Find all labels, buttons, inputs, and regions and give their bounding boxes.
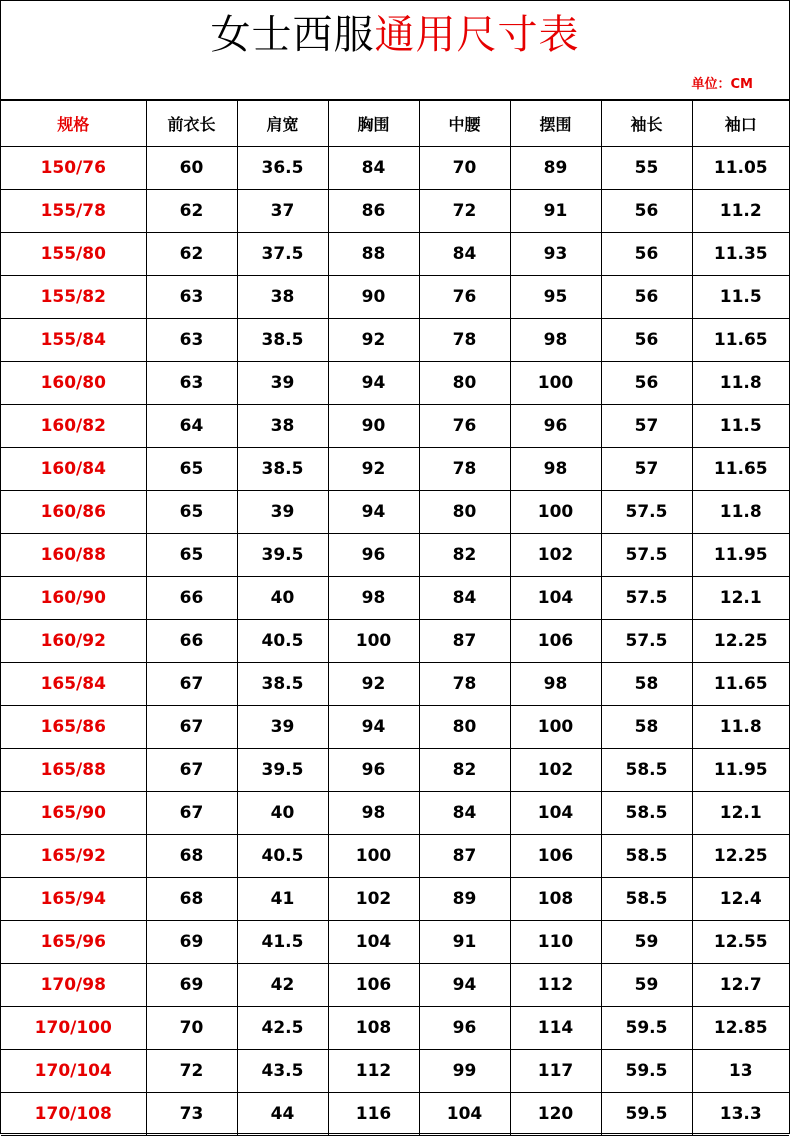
measurement-cell: 102 xyxy=(510,534,601,577)
measurement-cell: 100 xyxy=(328,835,419,878)
measurement-cell: 94 xyxy=(328,491,419,534)
table-row xyxy=(1,1050,789,1093)
measurement-cell: 90 xyxy=(328,276,419,319)
measurement-cell: 44 xyxy=(237,1093,328,1136)
measurement-cell: 78 xyxy=(419,448,510,491)
size-spec-cell: 155/84 xyxy=(1,319,146,362)
measurement-cell: 98 xyxy=(510,319,601,362)
size-table xyxy=(1,101,789,1136)
measurement-cell: 56 xyxy=(601,362,692,405)
measurement-cell: 11.2 xyxy=(692,190,789,233)
size-spec-cell: 160/80 xyxy=(1,362,146,405)
column-header: 袖口 xyxy=(692,101,789,147)
table-row xyxy=(1,792,789,835)
measurement-cell: 63 xyxy=(146,276,237,319)
measurement-cell: 112 xyxy=(510,964,601,1007)
measurement-cell: 58 xyxy=(601,706,692,749)
table-row xyxy=(1,663,789,706)
table-row xyxy=(1,1007,789,1050)
measurement-cell: 38.5 xyxy=(237,319,328,362)
measurement-cell: 66 xyxy=(146,620,237,663)
measurement-cell: 65 xyxy=(146,491,237,534)
measurement-cell: 86 xyxy=(328,190,419,233)
measurement-cell: 68 xyxy=(146,835,237,878)
measurement-cell: 65 xyxy=(146,534,237,577)
measurement-cell: 12.7 xyxy=(692,964,789,1007)
measurement-cell: 95 xyxy=(510,276,601,319)
measurement-cell: 110 xyxy=(510,921,601,964)
measurement-cell: 112 xyxy=(328,1050,419,1093)
measurement-cell: 88 xyxy=(328,233,419,276)
column-header: 袖长 xyxy=(601,101,692,147)
measurement-cell: 104 xyxy=(419,1093,510,1136)
table-row xyxy=(1,577,789,620)
size-spec-cell: 155/78 xyxy=(1,190,146,233)
measurement-cell: 80 xyxy=(419,491,510,534)
measurement-cell: 40.5 xyxy=(237,620,328,663)
size-spec-cell: 160/86 xyxy=(1,491,146,534)
measurement-cell: 57.5 xyxy=(601,491,692,534)
measurement-cell: 40 xyxy=(237,577,328,620)
measurement-cell: 41 xyxy=(237,878,328,921)
measurement-cell: 38 xyxy=(237,405,328,448)
column-header: 规格 xyxy=(1,101,146,147)
size-spec-cell: 170/108 xyxy=(1,1093,146,1136)
size-spec-cell: 165/96 xyxy=(1,921,146,964)
measurement-cell: 40.5 xyxy=(237,835,328,878)
measurement-cell: 78 xyxy=(419,319,510,362)
measurement-cell: 108 xyxy=(328,1007,419,1050)
table-row xyxy=(1,534,789,577)
measurement-cell: 59.5 xyxy=(601,1007,692,1050)
measurement-cell: 84 xyxy=(419,792,510,835)
measurement-cell: 69 xyxy=(146,964,237,1007)
measurement-cell: 56 xyxy=(601,276,692,319)
unit-label: 单位：CM xyxy=(691,77,753,92)
measurement-cell: 58.5 xyxy=(601,749,692,792)
column-header: 摆围 xyxy=(510,101,601,147)
measurement-cell: 39 xyxy=(237,706,328,749)
measurement-cell: 41.5 xyxy=(237,921,328,964)
size-spec-cell: 160/90 xyxy=(1,577,146,620)
measurement-cell: 92 xyxy=(328,319,419,362)
measurement-cell: 56 xyxy=(601,190,692,233)
measurement-cell: 11.8 xyxy=(692,706,789,749)
column-header: 胸围 xyxy=(328,101,419,147)
table-row xyxy=(1,749,789,792)
size-spec-cell: 165/90 xyxy=(1,792,146,835)
measurement-cell: 98 xyxy=(510,663,601,706)
measurement-cell: 58.5 xyxy=(601,792,692,835)
measurement-cell: 11.65 xyxy=(692,663,789,706)
measurement-cell: 38.5 xyxy=(237,448,328,491)
measurement-cell: 59 xyxy=(601,964,692,1007)
measurement-cell: 70 xyxy=(146,1007,237,1050)
measurement-cell: 98 xyxy=(510,448,601,491)
measurement-cell: 11.05 xyxy=(692,147,789,190)
measurement-cell: 57 xyxy=(601,448,692,491)
measurement-cell: 96 xyxy=(328,749,419,792)
size-spec-cell: 160/84 xyxy=(1,448,146,491)
measurement-cell: 76 xyxy=(419,276,510,319)
measurement-cell: 57.5 xyxy=(601,577,692,620)
table-row xyxy=(1,147,789,190)
measurement-cell: 37.5 xyxy=(237,233,328,276)
measurement-cell: 114 xyxy=(510,1007,601,1050)
measurement-cell: 82 xyxy=(419,749,510,792)
size-spec-cell: 155/82 xyxy=(1,276,146,319)
measurement-cell: 39 xyxy=(237,491,328,534)
measurement-cell: 90 xyxy=(328,405,419,448)
column-header: 中腰 xyxy=(419,101,510,147)
measurement-cell: 67 xyxy=(146,663,237,706)
measurement-cell: 63 xyxy=(146,319,237,362)
measurement-cell: 11.95 xyxy=(692,749,789,792)
size-spec-cell: 165/88 xyxy=(1,749,146,792)
measurement-cell: 100 xyxy=(510,362,601,405)
table-row xyxy=(1,964,789,1007)
measurement-cell: 98 xyxy=(328,577,419,620)
measurement-cell: 59.5 xyxy=(601,1093,692,1136)
column-header: 肩宽 xyxy=(237,101,328,147)
measurement-cell: 89 xyxy=(510,147,601,190)
measurement-cell: 57 xyxy=(601,405,692,448)
measurement-cell: 37 xyxy=(237,190,328,233)
measurement-cell: 67 xyxy=(146,749,237,792)
measurement-cell: 40 xyxy=(237,792,328,835)
measurement-cell: 106 xyxy=(510,835,601,878)
measurement-cell: 120 xyxy=(510,1093,601,1136)
size-spec-cell: 160/92 xyxy=(1,620,146,663)
measurement-cell: 100 xyxy=(510,706,601,749)
measurement-cell: 62 xyxy=(146,233,237,276)
measurement-cell: 63 xyxy=(146,362,237,405)
column-header: 前衣长 xyxy=(146,101,237,147)
measurement-cell: 12.1 xyxy=(692,577,789,620)
measurement-cell: 12.55 xyxy=(692,921,789,964)
measurement-cell: 72 xyxy=(419,190,510,233)
table-row xyxy=(1,1093,789,1136)
size-spec-cell: 165/84 xyxy=(1,663,146,706)
measurement-cell: 11.8 xyxy=(692,491,789,534)
measurement-cell: 57.5 xyxy=(601,620,692,663)
measurement-cell: 73 xyxy=(146,1093,237,1136)
measurement-cell: 91 xyxy=(419,921,510,964)
table-row xyxy=(1,491,789,534)
measurement-cell: 38 xyxy=(237,276,328,319)
measurement-cell: 108 xyxy=(510,878,601,921)
size-spec-cell: 165/94 xyxy=(1,878,146,921)
page-title xyxy=(1,9,789,61)
measurement-cell: 99 xyxy=(419,1050,510,1093)
size-spec-cell: 170/104 xyxy=(1,1050,146,1093)
measurement-cell: 106 xyxy=(328,964,419,1007)
measurement-cell: 78 xyxy=(419,663,510,706)
measurement-cell: 62 xyxy=(146,190,237,233)
measurement-cell: 94 xyxy=(328,706,419,749)
measurement-cell: 13.3 xyxy=(692,1093,789,1136)
table-row xyxy=(1,921,789,964)
size-spec-cell: 160/88 xyxy=(1,534,146,577)
measurement-cell: 39 xyxy=(237,362,328,405)
measurement-cell: 106 xyxy=(510,620,601,663)
measurement-cell: 68 xyxy=(146,878,237,921)
measurement-cell: 102 xyxy=(328,878,419,921)
size-spec-cell: 165/92 xyxy=(1,835,146,878)
measurement-cell: 96 xyxy=(419,1007,510,1050)
measurement-cell: 82 xyxy=(419,534,510,577)
table-row xyxy=(1,878,789,921)
measurement-cell: 92 xyxy=(328,448,419,491)
table-row xyxy=(1,448,789,491)
measurement-cell: 12.25 xyxy=(692,620,789,663)
measurement-cell: 11.5 xyxy=(692,405,789,448)
title-black-part: 女士西服 xyxy=(210,12,375,58)
measurement-cell: 11.65 xyxy=(692,319,789,362)
measurement-cell: 65 xyxy=(146,448,237,491)
measurement-cell: 36.5 xyxy=(237,147,328,190)
measurement-cell: 11.95 xyxy=(692,534,789,577)
measurement-cell: 84 xyxy=(419,577,510,620)
measurement-cell: 58 xyxy=(601,663,692,706)
header-row xyxy=(1,101,789,147)
table-body xyxy=(1,147,789,1136)
measurement-cell: 58.5 xyxy=(601,878,692,921)
table-row xyxy=(1,233,789,276)
size-spec-cell: 170/98 xyxy=(1,964,146,1007)
measurement-cell: 69 xyxy=(146,921,237,964)
measurement-cell: 89 xyxy=(419,878,510,921)
measurement-cell: 94 xyxy=(419,964,510,1007)
table-row xyxy=(1,405,789,448)
size-spec-cell: 160/82 xyxy=(1,405,146,448)
measurement-cell: 96 xyxy=(328,534,419,577)
measurement-cell: 100 xyxy=(510,491,601,534)
measurement-cell: 87 xyxy=(419,620,510,663)
measurement-cell: 12.4 xyxy=(692,878,789,921)
measurement-cell: 104 xyxy=(328,921,419,964)
title-block xyxy=(1,1,789,101)
measurement-cell: 66 xyxy=(146,577,237,620)
table-row xyxy=(1,620,789,663)
measurement-cell: 64 xyxy=(146,405,237,448)
measurement-cell: 84 xyxy=(419,233,510,276)
measurement-cell: 56 xyxy=(601,233,692,276)
measurement-cell: 67 xyxy=(146,792,237,835)
measurement-cell: 80 xyxy=(419,706,510,749)
measurement-cell: 12.85 xyxy=(692,1007,789,1050)
measurement-cell: 100 xyxy=(328,620,419,663)
size-spec-cell: 150/76 xyxy=(1,147,146,190)
table-row xyxy=(1,276,789,319)
measurement-cell: 57.5 xyxy=(601,534,692,577)
measurement-cell: 60 xyxy=(146,147,237,190)
table-row xyxy=(1,706,789,749)
measurement-cell: 43.5 xyxy=(237,1050,328,1093)
measurement-cell: 91 xyxy=(510,190,601,233)
measurement-cell: 39.5 xyxy=(237,749,328,792)
measurement-cell: 56 xyxy=(601,319,692,362)
measurement-cell: 58.5 xyxy=(601,835,692,878)
measurement-cell: 38.5 xyxy=(237,663,328,706)
size-spec-cell: 155/80 xyxy=(1,233,146,276)
title-red-part: 通用尺寸表 xyxy=(374,12,580,58)
measurement-cell: 11.8 xyxy=(692,362,789,405)
measurement-cell: 70 xyxy=(419,147,510,190)
measurement-cell: 96 xyxy=(510,405,601,448)
table-row xyxy=(1,835,789,878)
measurement-cell: 92 xyxy=(328,663,419,706)
measurement-cell: 94 xyxy=(328,362,419,405)
measurement-cell: 12.1 xyxy=(692,792,789,835)
measurement-cell: 55 xyxy=(601,147,692,190)
measurement-cell: 42 xyxy=(237,964,328,1007)
measurement-cell: 59 xyxy=(601,921,692,964)
measurement-cell: 42.5 xyxy=(237,1007,328,1050)
table-row xyxy=(1,319,789,362)
measurement-cell: 12.25 xyxy=(692,835,789,878)
measurement-cell: 59.5 xyxy=(601,1050,692,1093)
measurement-cell: 80 xyxy=(419,362,510,405)
measurement-cell: 11.65 xyxy=(692,448,789,491)
measurement-cell: 76 xyxy=(419,405,510,448)
measurement-cell: 93 xyxy=(510,233,601,276)
measurement-cell: 11.5 xyxy=(692,276,789,319)
measurement-cell: 67 xyxy=(146,706,237,749)
measurement-cell: 84 xyxy=(328,147,419,190)
measurement-cell: 102 xyxy=(510,749,601,792)
size-spec-cell: 165/86 xyxy=(1,706,146,749)
measurement-cell: 98 xyxy=(328,792,419,835)
measurement-cell: 116 xyxy=(328,1093,419,1136)
measurement-cell: 104 xyxy=(510,577,601,620)
measurement-cell: 11.35 xyxy=(692,233,789,276)
measurement-cell: 72 xyxy=(146,1050,237,1093)
measurement-cell: 39.5 xyxy=(237,534,328,577)
size-spec-cell: 170/100 xyxy=(1,1007,146,1050)
measurement-cell: 104 xyxy=(510,792,601,835)
table-row xyxy=(1,190,789,233)
table-row xyxy=(1,362,789,405)
measurement-cell: 13 xyxy=(692,1050,789,1093)
measurement-cell: 117 xyxy=(510,1050,601,1093)
measurement-cell: 87 xyxy=(419,835,510,878)
